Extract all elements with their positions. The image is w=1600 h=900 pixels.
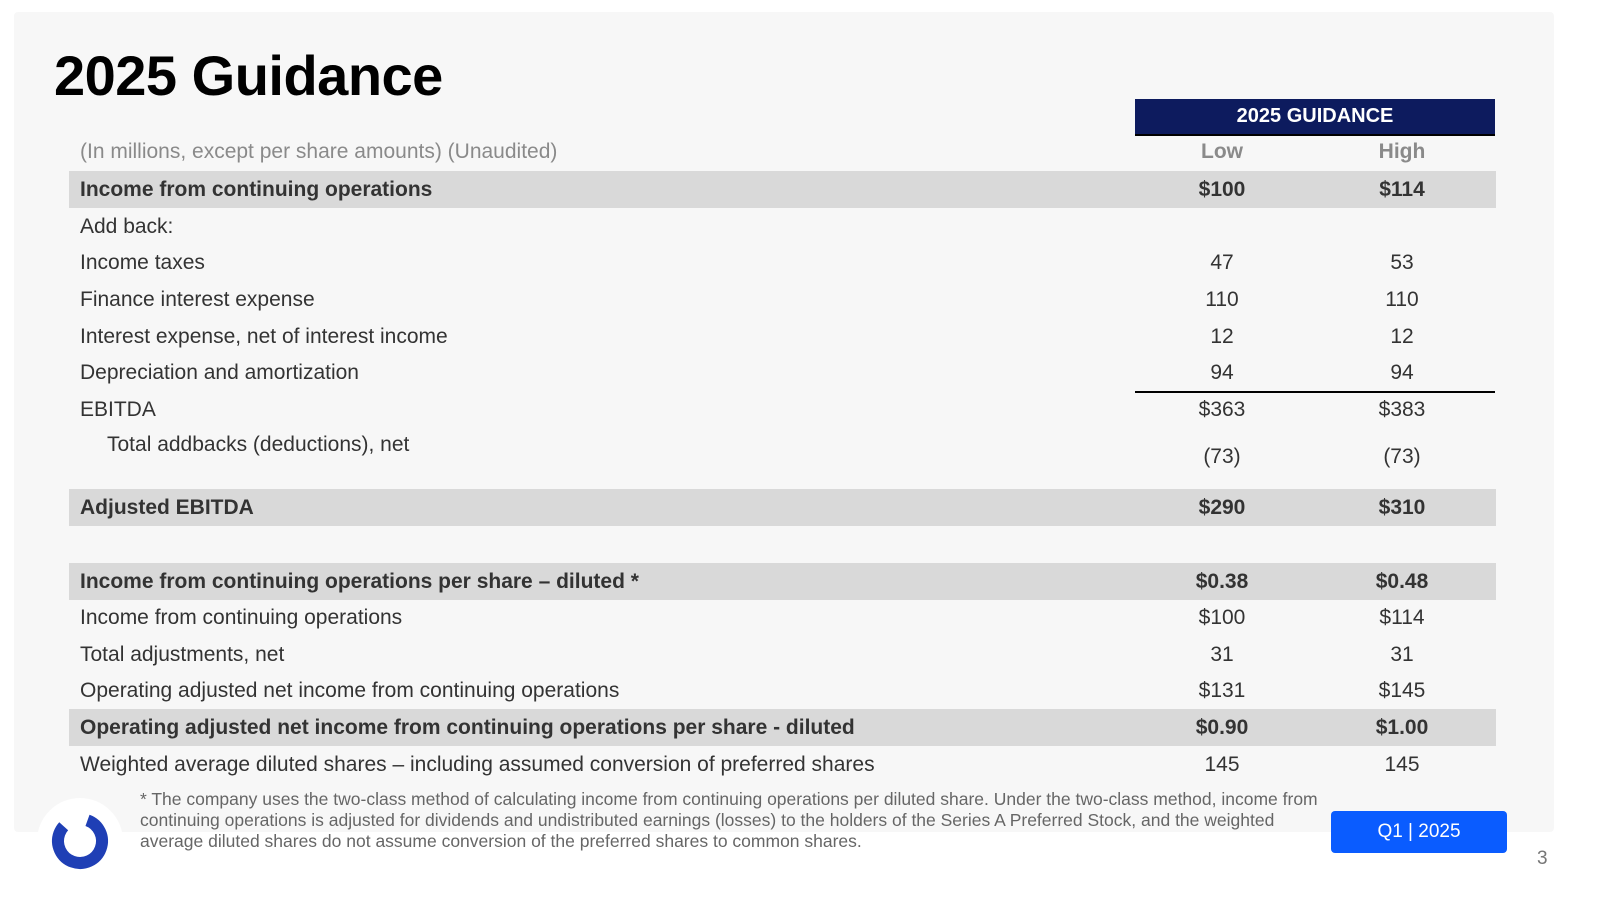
low-value: $290 <box>1198 495 1246 519</box>
ring-logo-icon <box>37 798 123 884</box>
row-label: Total adjustments, net <box>80 642 285 666</box>
table-row <box>69 428 1496 488</box>
row-label: EBITDA <box>80 397 156 421</box>
table-row <box>69 281 1496 318</box>
low-value: 47 <box>1210 250 1234 274</box>
high-value: 31 <box>1390 642 1414 666</box>
high-value: $310 <box>1378 495 1426 519</box>
high-value: 145 <box>1384 752 1420 776</box>
guidance-header: 2025 GUIDANCE <box>1135 99 1495 136</box>
high-value: (73) <box>1383 445 1421 468</box>
high-value: $1.00 <box>1375 715 1429 739</box>
low-value: $100 <box>1198 177 1246 201</box>
high-value: $0.48 <box>1375 569 1429 593</box>
high-value: $114 <box>1379 605 1425 629</box>
low-value: 31 <box>1210 642 1234 666</box>
page-title: 2025 Guidance <box>54 44 443 107</box>
company-logo <box>37 798 123 884</box>
table-row <box>69 709 1496 746</box>
footnote: * The company uses the two-class method of calculating income from continuing operations per diluted share. Under the two-class method, income from continuing operations is adjusted for dividends and undistributed earnings (losses) to the holders of the Series A Preferred Stock, and the weighted average diluted shares do not assume conversion of the preferred shares to common shares. <box>140 789 1318 851</box>
table-subheading: (In millions, except per share amounts) (Unaudited) <box>80 140 558 163</box>
table-row <box>69 391 1496 428</box>
high-value: 12 <box>1390 324 1414 348</box>
low-value: 12 <box>1210 324 1234 348</box>
low-value: $100 <box>1198 605 1246 629</box>
low-value: $0.90 <box>1195 715 1249 739</box>
table-row <box>69 563 1496 600</box>
low-value: $0.38 <box>1195 569 1249 593</box>
high-value: $145 <box>1378 678 1426 702</box>
high-value: $383 <box>1378 397 1426 421</box>
row-label: Operating adjusted net income from continuing operations <box>80 678 620 702</box>
table-row <box>69 489 1496 526</box>
row-label: Interest expense, net of interest income <box>80 324 448 348</box>
high-value: $114 <box>1379 177 1425 201</box>
low-value: $363 <box>1198 397 1246 421</box>
high-value: 94 <box>1390 360 1414 384</box>
table-row <box>69 208 1496 245</box>
low-value: 110 <box>1205 287 1239 311</box>
table-row <box>69 318 1496 355</box>
table-row <box>69 672 1496 709</box>
table-row <box>69 244 1496 281</box>
row-label: Income from continuing operations <box>80 177 433 201</box>
row-label: Finance interest expense <box>80 287 315 311</box>
low-value: 94 <box>1210 360 1234 384</box>
row-label: Depreciation and amortization <box>80 360 359 384</box>
low-value: 145 <box>1204 752 1240 776</box>
row-label: Adjusted EBITDA <box>80 495 254 519</box>
table-row <box>69 354 1496 391</box>
high-value: 53 <box>1390 250 1414 274</box>
row-label: Operating adjusted net income from continuing operations per share - diluted <box>80 715 855 739</box>
table-row <box>69 636 1496 673</box>
column-header-high: High <box>1378 140 1426 163</box>
low-value: (73) <box>1203 445 1241 468</box>
row-label: Weighted average diluted shares – including assumed conversion of preferred shares <box>80 752 875 776</box>
row-label: Income from continuing operations per share – diluted * <box>80 569 639 593</box>
column-header-low: Low <box>1201 140 1243 163</box>
high-value: 110 <box>1385 287 1419 311</box>
table-row <box>69 746 1496 783</box>
table-row <box>69 171 1496 208</box>
row-label: Income taxes <box>80 250 205 274</box>
row-label: Add back: <box>80 214 174 238</box>
row-label: Total addbacks (deductions), net <box>107 433 410 456</box>
table-row <box>69 599 1496 636</box>
low-value: $131 <box>1198 678 1246 702</box>
page-number: 3 <box>1537 848 1548 869</box>
row-label: Income from continuing operations <box>80 605 403 629</box>
period-badge: Q1 | 2025 <box>1331 811 1507 853</box>
